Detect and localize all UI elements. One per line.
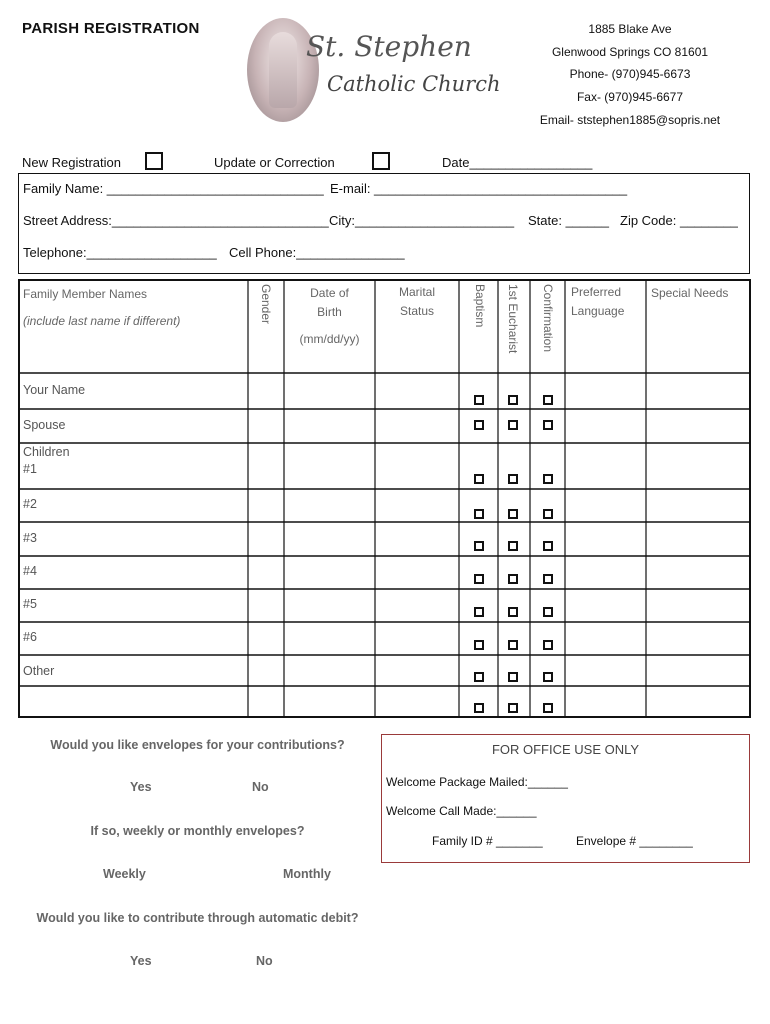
email-line: Email- ststephen1885@sopris.net: [539, 113, 721, 127]
page-title: PARISH REGISTRATION: [22, 20, 200, 37]
auto-debit-no-option[interactable]: No: [256, 954, 273, 968]
first-eucharist-checkbox[interactable]: [508, 509, 518, 519]
address-line: 1885 Blake Ave: [588, 22, 672, 36]
auto-debit-question: Would you like to contribute through automatic debit?: [36, 911, 359, 925]
header-marital-status: Marital: [398, 285, 435, 299]
first-eucharist-checkbox[interactable]: [508, 541, 518, 551]
baptism-checkbox[interactable]: [474, 607, 484, 617]
first-eucharist-checkbox[interactable]: [508, 574, 518, 584]
row-label: #3: [23, 531, 37, 545]
monthly-option[interactable]: Monthly: [283, 867, 331, 881]
header-dob-line2: Birth: [317, 305, 342, 319]
baptism-checkbox[interactable]: [474, 574, 484, 584]
city-field[interactable]: City:______________________: [329, 213, 515, 228]
row-label: #2: [23, 497, 37, 511]
header-special-needs: Special Needs: [651, 286, 729, 300]
church-name-line2: Catholic Church: [327, 72, 501, 96]
row-label: #4: [23, 564, 37, 578]
zip-code-field[interactable]: Zip Code: ________: [620, 213, 738, 228]
confirmation-checkbox[interactable]: [543, 607, 553, 617]
confirmation-checkbox[interactable]: [543, 541, 553, 551]
first-eucharist-checkbox[interactable]: [508, 420, 518, 430]
row-label: #6: [23, 630, 37, 644]
auto-debit-yes-option[interactable]: Yes: [130, 954, 152, 968]
new-registration-label: New Registration: [22, 155, 121, 170]
state-field[interactable]: State: ______: [528, 213, 609, 228]
telephone-field[interactable]: Telephone:__________________: [23, 245, 217, 260]
confirmation-checkbox[interactable]: [543, 672, 553, 682]
baptism-checkbox[interactable]: [474, 541, 484, 551]
header-names-note: (include last name if different): [23, 314, 181, 328]
baptism-checkbox[interactable]: [474, 672, 484, 682]
welcome-call-field[interactable]: Welcome Call Made:______: [386, 804, 537, 818]
cell-phone-field[interactable]: Cell Phone:_______________: [229, 245, 405, 260]
street-address-field[interactable]: Street Address:______________________________: [23, 213, 329, 228]
address-line: Glenwood Springs CO 81601: [551, 45, 709, 59]
fax-line: Fax- (970)945-6677: [576, 90, 684, 104]
baptism-checkbox[interactable]: [474, 395, 484, 405]
first-eucharist-checkbox[interactable]: [508, 607, 518, 617]
header-confirmation: Confirmation: [541, 284, 555, 353]
phone-line: Phone- (970)945-6673: [569, 67, 691, 81]
church-name-line1: St. Stephen: [306, 30, 472, 63]
first-eucharist-checkbox[interactable]: [508, 474, 518, 484]
first-eucharist-checkbox[interactable]: [508, 395, 518, 405]
family-id-field[interactable]: Family ID # _______: [432, 834, 543, 848]
envelopes-question: Would you like envelopes for your contributions?: [50, 738, 345, 752]
row-label: Spouse: [23, 418, 66, 432]
confirmation-checkbox[interactable]: [543, 509, 553, 519]
row-label: Other: [23, 664, 55, 678]
envelope-frequency-question: If so, weekly or monthly envelopes?: [90, 824, 305, 838]
update-correction-label: Update or Correction: [214, 155, 335, 170]
row-label: Your Name: [23, 383, 86, 397]
envelope-number-field[interactable]: Envelope # ________: [576, 834, 693, 848]
confirmation-checkbox[interactable]: [543, 640, 553, 650]
confirmation-checkbox[interactable]: [543, 574, 553, 584]
family-name-field[interactable]: Family Name: ______________________________: [23, 181, 324, 196]
header-marital-status-line2: Status: [399, 304, 435, 318]
baptism-checkbox[interactable]: [474, 509, 484, 519]
date-field[interactable]: Date_________________: [442, 155, 593, 170]
first-eucharist-checkbox[interactable]: [508, 703, 518, 713]
header-gender: Gender: [259, 284, 273, 325]
row-label: Children: [23, 445, 70, 459]
envelopes-yes-option[interactable]: Yes: [130, 780, 152, 794]
baptism-checkbox[interactable]: [474, 420, 484, 430]
header-dob-format: (mm/dd/yy): [299, 332, 360, 346]
envelopes-no-option[interactable]: No: [252, 780, 269, 794]
confirmation-checkbox[interactable]: [543, 420, 553, 430]
office-use-title: FOR OFFICE USE ONLY: [491, 742, 640, 757]
header-preferred-language: Preferred: [571, 285, 622, 299]
first-eucharist-checkbox[interactable]: [508, 672, 518, 682]
first-eucharist-checkbox[interactable]: [508, 640, 518, 650]
row-label: #5: [23, 597, 37, 611]
confirmation-checkbox[interactable]: [543, 474, 553, 484]
email-field[interactable]: E-mail: ___________________________________: [330, 181, 628, 196]
confirmation-checkbox[interactable]: [543, 703, 553, 713]
header-first-eucharist: 1st Eucharist: [506, 284, 520, 354]
header-dob: Date of: [310, 286, 349, 300]
row-label-line2: #1: [23, 462, 37, 476]
welcome-package-field[interactable]: Welcome Package Mailed:______: [386, 775, 568, 789]
header-family-member-names: Family Member Names: [23, 287, 148, 301]
header-baptism: Baptism: [473, 284, 487, 328]
weekly-option[interactable]: Weekly: [103, 867, 146, 881]
confirmation-checkbox[interactable]: [543, 395, 553, 405]
baptism-checkbox[interactable]: [474, 703, 484, 713]
baptism-checkbox[interactable]: [474, 640, 484, 650]
header-language-line2: Language: [571, 304, 625, 318]
baptism-checkbox[interactable]: [474, 474, 484, 484]
